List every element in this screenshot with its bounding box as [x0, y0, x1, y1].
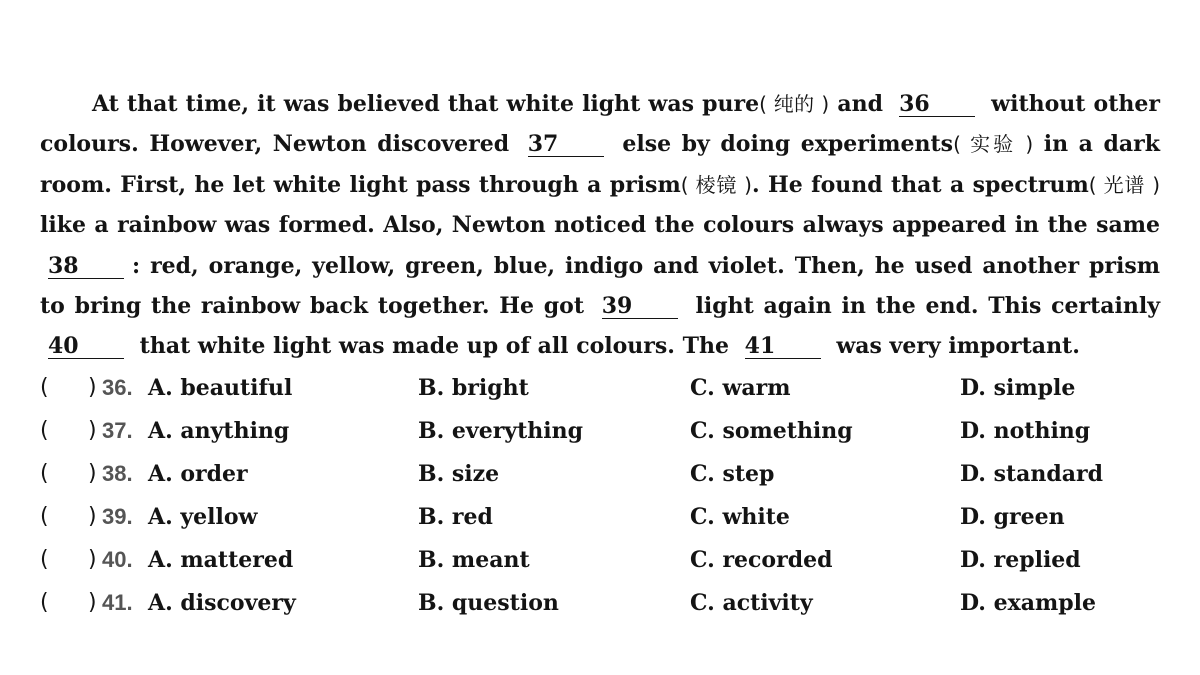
- passage-text: and: [837, 91, 883, 117]
- question-row: [40, 497, 1160, 540]
- option-a[interactable]: A. order: [148, 461, 248, 487]
- question-number: 39.: [102, 504, 133, 529]
- option-c[interactable]: C. activity: [690, 590, 813, 616]
- option-c[interactable]: C. step: [690, 461, 775, 487]
- blank-36[interactable]: 36: [899, 92, 975, 117]
- option-d[interactable]: D. green: [960, 504, 1065, 530]
- option-b[interactable]: B. question: [418, 590, 559, 616]
- question-number: 36.: [102, 375, 133, 400]
- question-row: [40, 411, 1160, 454]
- question-row: [40, 540, 1160, 583]
- option-a[interactable]: A. beautiful: [148, 375, 293, 401]
- blank-39[interactable]: 39: [602, 294, 678, 319]
- passage-text: without other colours. However, Newton discovered: [40, 91, 1160, 158]
- passage-text: was very important.: [836, 333, 1080, 360]
- blank-41[interactable]: 41: [745, 334, 821, 359]
- question-number: 40.: [102, 547, 133, 572]
- question-number: 41.: [102, 590, 133, 615]
- answer-paren-open[interactable]: (: [40, 504, 49, 529]
- passage-text: in a dark room. First, he let white light pass through a prism: [40, 131, 1160, 198]
- question-row: [40, 583, 1160, 626]
- gloss: ( 光谱 ): [1088, 172, 1160, 197]
- passage-text: light again in the end. This certainly: [695, 293, 1160, 320]
- option-d[interactable]: D. example: [960, 590, 1096, 616]
- question-number: 37.: [102, 418, 133, 443]
- passage-text: like a rainbow was formed. Also, Newton noticed the colours always appeared in the same: [40, 212, 1160, 239]
- option-d[interactable]: D. simple: [960, 375, 1076, 401]
- option-b[interactable]: B. everything: [418, 418, 583, 444]
- option-d[interactable]: D. standard: [960, 461, 1104, 487]
- question-row: [40, 368, 1160, 411]
- answer-paren-close: ): [88, 461, 97, 486]
- option-c[interactable]: C. white: [690, 504, 790, 530]
- option-a[interactable]: A. anything: [148, 418, 290, 444]
- passage-text: else by doing experiments: [622, 131, 954, 158]
- blank-37[interactable]: 37: [528, 132, 604, 157]
- option-b[interactable]: B. size: [418, 461, 500, 487]
- answer-paren-open[interactable]: (: [40, 418, 49, 443]
- answer-paren-close: ): [88, 547, 97, 572]
- question-row: [40, 454, 1160, 497]
- option-c[interactable]: C. something: [690, 418, 853, 444]
- blank-40[interactable]: 40: [48, 334, 124, 359]
- answer-paren-open[interactable]: (: [40, 590, 49, 615]
- option-a[interactable]: A. mattered: [148, 547, 294, 573]
- option-d[interactable]: D. replied: [960, 547, 1081, 573]
- passage-text: At that time, it was believed that white light was pure: [92, 91, 760, 117]
- passage-text: that white light was made up of all colours. The: [139, 333, 729, 360]
- option-b[interactable]: B. red: [418, 504, 493, 530]
- passage-text: . He found that a spectrum: [751, 171, 1089, 198]
- gloss: ( 实验 ): [953, 132, 1034, 157]
- answer-paren-open[interactable]: (: [40, 375, 49, 400]
- question-number: 38.: [102, 461, 133, 486]
- answer-paren-close: ): [88, 504, 97, 529]
- answer-paren-open[interactable]: (: [40, 547, 49, 572]
- gloss: ( 纯的 ): [759, 92, 830, 116]
- answer-paren-open[interactable]: (: [40, 461, 49, 486]
- question-list: [40, 368, 1160, 626]
- gloss: ( 棱镜 ): [680, 172, 752, 197]
- answer-paren-close: ): [88, 590, 97, 615]
- answer-paren-close: ): [88, 418, 97, 443]
- option-b[interactable]: B. meant: [418, 547, 530, 573]
- passage-text: : red, orange, yellow, green, blue, indigo and violet. Then, he used another prism to bring the rainbow back together. He got: [40, 252, 1160, 320]
- option-d[interactable]: D. nothing: [960, 418, 1091, 444]
- option-a[interactable]: A. discovery: [148, 590, 296, 616]
- option-a[interactable]: A. yellow: [148, 504, 258, 530]
- option-c[interactable]: C. warm: [690, 375, 791, 401]
- option-b[interactable]: B. bright: [418, 375, 529, 401]
- blank-38[interactable]: 38: [48, 254, 124, 279]
- option-c[interactable]: C. recorded: [690, 547, 833, 573]
- answer-paren-close: ): [88, 375, 97, 400]
- passage: [40, 84, 1160, 367]
